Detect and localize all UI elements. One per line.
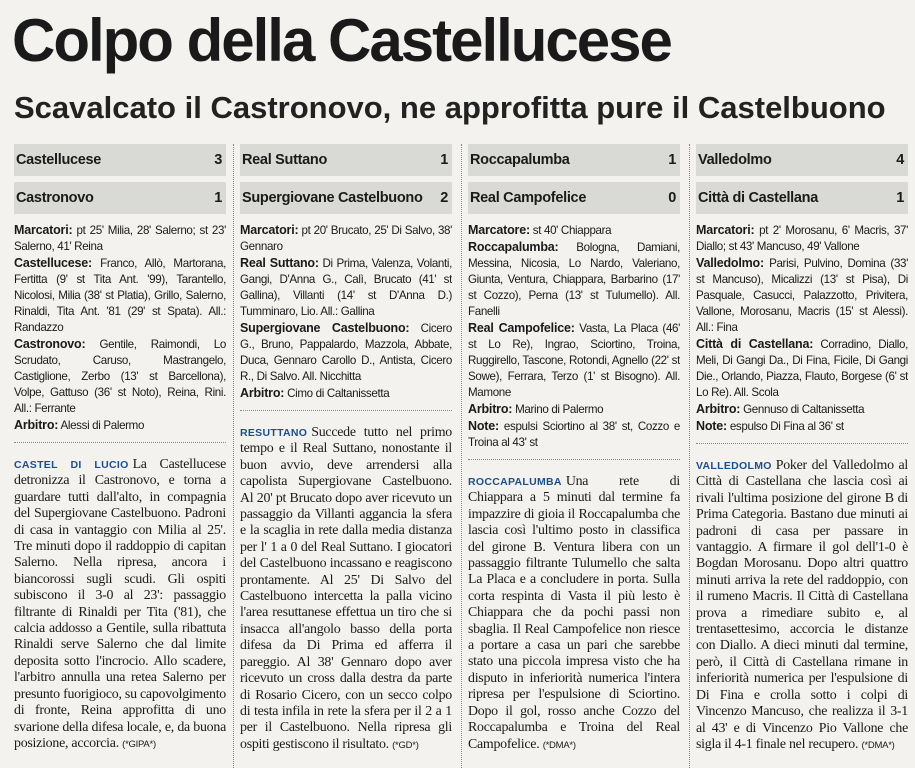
stat-line <box>696 401 908 418</box>
report-kicker: VALLEDOLMO <box>696 460 772 472</box>
section-divider <box>14 442 226 443</box>
column-divider <box>689 144 690 768</box>
score-row-away <box>14 182 226 214</box>
stat-label: Arbitro: <box>240 386 285 400</box>
match-stats <box>14 222 226 434</box>
match-column-valledolmo <box>696 144 908 768</box>
stat-label: Arbitro: <box>696 402 741 416</box>
report-kicker: ROCCAPALUMBA <box>468 476 562 488</box>
stat-line <box>468 320 680 401</box>
match-stats <box>696 222 908 435</box>
stat-label: Valledolmo: <box>696 256 764 270</box>
score-row-away <box>240 182 452 214</box>
stat-line <box>696 222 908 255</box>
team-score: 0 <box>668 190 676 206</box>
scoreboard <box>14 144 226 214</box>
headline: Colpo della Castellucese <box>12 7 671 74</box>
stat-label: Marcatore: <box>468 223 530 237</box>
team-score: 1 <box>668 152 676 168</box>
match-stats <box>468 222 680 451</box>
team-name: Real Suttano <box>242 152 328 168</box>
stat-line <box>468 401 680 418</box>
match-report <box>468 474 680 754</box>
score-row-home <box>468 144 680 176</box>
stat-line <box>14 417 226 434</box>
stat-text: Di Prima, Valenza, Volanti, Gangi, D'Anna G., Calì, Brucato (41' st Gallina), Villanti (14' st D'Anna D.) Tumminaro, Lio. All.: Gallina <box>240 257 452 318</box>
team-name: Valledolmo <box>698 152 772 168</box>
stat-line <box>14 255 226 336</box>
stat-label: Città di Castellana: <box>696 337 814 351</box>
stat-text: Bologna, Damiani, Messina, Nicosia, Lo Nardo, Valeriano, Giunta, Ventura, Chiappara, Barbarino (17' st Cozzo), Perna (13' st Tulumello). All. Fanelli <box>468 241 680 318</box>
stat-text: Cicero G., Bruno, Pappalardo, Mazzola, Abbate, Duca, Gennaro Carollo D., Antista, Cicero R., Di Salvo. All. Nicchitta <box>240 322 452 383</box>
stat-line <box>240 222 452 255</box>
match-report <box>14 457 226 753</box>
stat-line <box>696 418 908 435</box>
match-report <box>240 425 452 754</box>
report-text: La Castellucese detronizza il Castronovo, e torna a guardare tutti dall'alto, in compagnia del Supergiovane Castelbuono. Padroni di casa in vantaggio con Milia al 25'. Tre minuti dopo il raddoppio di capitan Salerno. Nella ripresa, ancora i biancorossi sugli scudi. Gli ospiti subiscono il 3-0 al 23': passaggio filtrante di Rinaldi per Tita ('81), che calcia addosso a Gentile, sulla ribattuta Rinaldi serve Salerno che dal limite deposita sotto l'incrocio. Allo scadere, l'arbitro annulla una retea Salerno per presunto fuorigioco, su capovolgimento di fronte, Reina approfitta di uno svarione della difesa locale, e, da buona posizione, accorcia. <box>14 457 226 751</box>
team-name: Castronovo <box>16 190 94 206</box>
scoreboard <box>696 144 908 214</box>
stat-line <box>240 320 452 385</box>
scoreboard <box>468 144 680 214</box>
column-divider <box>461 144 462 768</box>
section-divider <box>696 443 908 444</box>
stat-text: Marino di Palermo <box>515 403 604 416</box>
stat-label: Real Campofelice: <box>468 321 575 335</box>
report-kicker: CASTEL DI LUCIO <box>14 459 129 471</box>
stat-text: pt 2' Morosanu, 6' Macris, 37' Diallo; st 43' Mancuso, 49' Vallone <box>696 224 908 253</box>
report-text: Succede tutto nel primo tempo e il Real Suttano, nonostante il buon avvio, deve arrendersi alla capolista Supergiovane Castelbuono. Al 20' pt Brucato dopo aver ricevuto un passaggio da Villanti aggancia la sfera e la scaglia in rete dalla media distanza per l' 1 a 0 del Real Suttano. I giocatori del Castelbuono incassano e reagiscono prontamente. Al 25' Di Salvo del Castelbuono intercetta la palla vicino l'area resuttanese effettua un tiro che si insacca all'angolo basso della porta difesa da Di Prima ed afferra il pareggio. Al 38' Gennaro dopo aver ricevuto un cross dalla destra da parte di Rosario Cicero, con un secco colpo di testa infila in rete la sfera per il 2 a 1 per il Castelbuono. Nella ripresa gli ospiti gestiscono il risultato. <box>240 425 452 752</box>
stat-label: Castellucese: <box>14 256 92 270</box>
report-signature: (*GD*) <box>392 739 419 751</box>
column-divider <box>233 144 234 768</box>
stat-line <box>696 336 908 401</box>
stat-text: espulso Di Fina al 36' st <box>729 420 844 433</box>
team-name: Supergiovane Castelbuono <box>242 190 423 206</box>
stat-label: Arbitro: <box>468 402 513 416</box>
match-stats <box>240 222 452 402</box>
stat-label: Note: <box>696 419 727 433</box>
stat-text: Gentile, Raimondi, Lo Scrudato, Caruso, Mastrangelo, Castiglione, Zerbo (13' st Barcellona), Volpe, Gattuso (36' st Noto), Reina, Rini. All.: Ferrante <box>14 338 226 415</box>
stat-text: Parisi, Pulvino, Domina (33' st Mancuso), Micalizzi (13' st Pisa), Di Pasquale, Casucci, Palazzotto, Privitera, Vallone, Morosanu, Macris (15' st Alessi). All.: Fina <box>696 257 908 334</box>
report-text: Poker del Valledolmo al Città di Castellana che lascia così ai rivali l'ultima posizione del girone B di Prima Categoria. Bastano due minuti ai padroni di casa per passare in vantaggio. A firmare il gol dell'1-0 è Bogdan Morosanu. Dopo altri quattro minuti arriva la rete del raddoppio, con il rumeno Macris. Il Città di Castellana prova a rimediare subito e, al trentasettesimo, accorcia le distanze con Diallo. A dieci minuti dal termine, però, il Città di Castellana rimane in inferiorità numerica per l'espulsione di Di Fina e crolla sotto i colpi di Vincenzo Mancuso, che realizza il 3-1 al 43' e di Vincenzo Pio Vallone che sigla il 4-1 finale nel recupero. <box>696 458 908 752</box>
scoreboard <box>240 144 452 214</box>
stat-line <box>468 222 680 239</box>
stat-line <box>240 255 452 320</box>
team-name: Roccapalumba <box>470 152 570 168</box>
stat-text: st 40' Chiappara <box>532 224 612 237</box>
stat-text: pt 20' Brucato, 25' Di Salvo, 38' Gennaro <box>240 224 452 253</box>
section-divider <box>468 459 680 460</box>
score-row-away <box>468 182 680 214</box>
stat-label: Marcatori: <box>14 223 73 237</box>
report-signature: (*GIPA*) <box>122 738 156 750</box>
match-report <box>696 458 908 754</box>
stat-label: Arbitro: <box>14 418 59 432</box>
score-row-away <box>696 182 908 214</box>
stat-label: Marcatori: <box>696 223 755 237</box>
section-divider <box>240 410 452 411</box>
team-score: 2 <box>440 190 448 206</box>
stat-text: Cimo di Caltanissetta <box>287 387 390 400</box>
match-column-real-suttano <box>240 144 452 768</box>
stat-label: Roccapalumba: <box>468 240 559 254</box>
stat-label: Real Suttano: <box>240 256 319 270</box>
stat-line <box>14 336 226 417</box>
team-score: 1 <box>214 190 222 206</box>
report-signature: (*DMA*) <box>542 739 576 751</box>
stat-text: espulsi Sciortino al 38' st, Cozzo e Troina al 43' st <box>468 420 680 449</box>
score-row-home <box>240 144 452 176</box>
report-kicker: RESUTTANO <box>240 427 308 439</box>
stat-text: Gennuso di Caltanissetta <box>743 403 865 416</box>
team-score: 4 <box>896 152 904 168</box>
match-column-castellucese <box>14 144 226 768</box>
report-text: Una rete di Chiappara a 5 minuti dal termine fa impazzire di gioia il Roccapalumba che lascia così l'ultimo posto in classifica del girone B. Ventura libera con un passaggio filtrante Tulumello che salta La Placa e a concludere in porta. Sulla corta respinta di Vasta il più lesto è Chiappara che da pochi passi non sbaglia. Il Real Campofelice non riesce a portare a casa un pari che sarebbe stato una piccola impresa visto che ha disputo in inferiorità numerica l'intera ripresa per l'espulsione di Sciortino. Dopo il gol, rosso anche Cozzo del Roccapalumba e Troina del Real Campofelice. <box>468 474 680 752</box>
score-row-home <box>696 144 908 176</box>
stat-line <box>14 222 226 255</box>
team-score: 3 <box>214 152 222 168</box>
team-name: Castellucese <box>16 152 102 168</box>
stat-line <box>240 385 452 402</box>
team-score: 1 <box>440 152 448 168</box>
team-name: Real Campofelice <box>470 190 587 206</box>
stat-text: pt 25' Milia, 28' Salerno; st 23' Salerno, 41' Reina <box>14 224 226 253</box>
stat-text: Vasta, La Placa (46' st Lo Re), Ingrao, Sciortino, Troina, Ruggirello, Tascone, Rotondi, Agnello (22' st Sowe), Ferrara, Terzo (1' st Bisogno). All. Mamone <box>468 322 680 399</box>
stat-line <box>468 239 680 320</box>
stat-label: Note: <box>468 419 499 433</box>
score-row-home <box>14 144 226 176</box>
stat-text: Alessi di Palermo <box>60 419 145 432</box>
subheadline: Scavalcato il Castronovo, ne approfitta pure il Castelbuono <box>14 90 886 125</box>
stat-label: Marcatori: <box>240 223 299 237</box>
stat-line <box>468 418 680 451</box>
report-signature: (*DMA*) <box>861 739 895 751</box>
stat-line <box>696 255 908 336</box>
team-name: Città di Castellana <box>698 190 818 206</box>
stat-label: Castronovo: <box>14 337 86 351</box>
match-column-roccapalumba <box>468 144 680 768</box>
stat-text: Franco, Allò, Martorana, Fertitta (9' st Tita Ant. '99), Tarantello, Nicolosi, Milia (38' st Platia), Grillo, Salerno, Rinaldi, Tita Ant. '81 (29' st Spata). All.: Randazzo <box>14 257 226 334</box>
team-score: 1 <box>896 190 904 206</box>
stat-text: Corradino, Diallo, Meli, Di Gangi Da., Di Fina, Ficile, Di Gangi Die., Orlando, Piazza, Flauto, Borgese (6' st Lo Re). All. Scola <box>696 338 908 399</box>
stat-label: Supergiovane Castelbuono: <box>240 321 410 335</box>
